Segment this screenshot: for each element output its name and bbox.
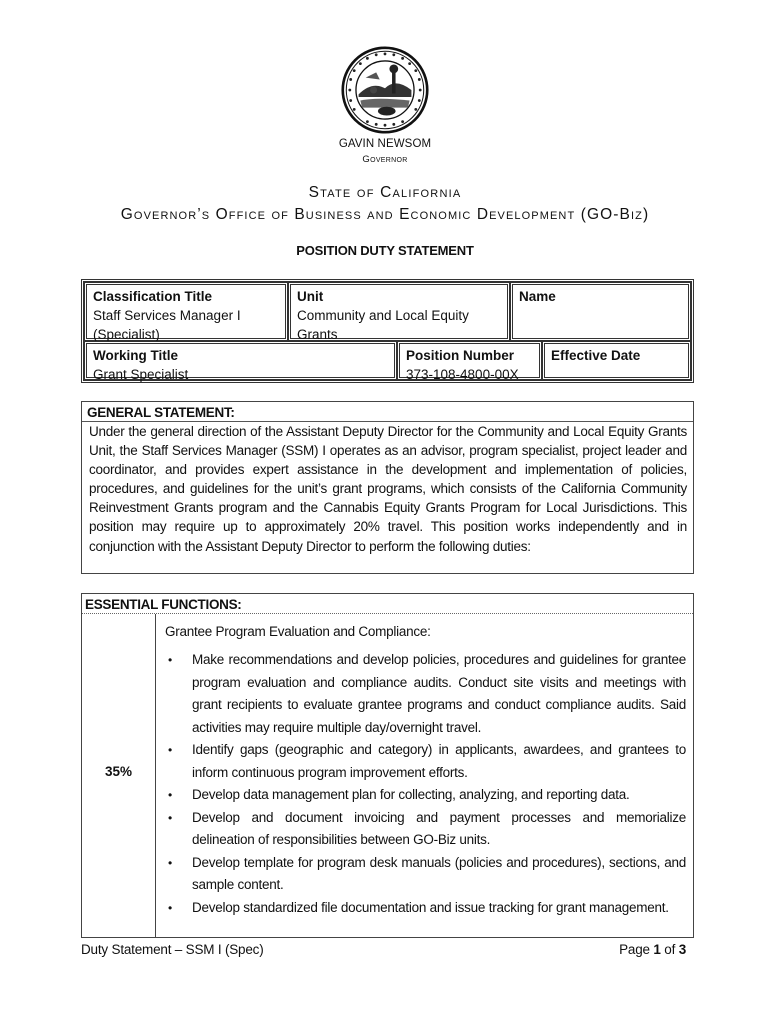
bullet-icon: •	[168, 788, 172, 802]
essential-function-row	[82, 614, 693, 937]
general-statement-body: Under the general direction of the Assistant Deputy Director for the Community and Local Equity Grants Unit, the Staff Services Manager (SSM) I operates as an advisor, program specialist, project leader and coordinator, and provides expert assistance in the development and implementation of policies, procedures, and guidelines for the unit’s grant programs, which consists of the California Community Reinvestment Grants program and the Cannabis Equity Grants Program for Local Jurisdictions. This position may require up to approximately 20% travel. This position works independently and in conjunction with the Assistant Deputy Director to perform the following duties:	[89, 424, 687, 554]
footer-page-number	[619, 942, 686, 957]
page-current: 1	[653, 942, 661, 957]
unit-label: Unit	[297, 289, 324, 304]
bullet-icon: •	[168, 653, 172, 667]
effective-date-label: Effective Date	[551, 348, 641, 363]
document-title: POSITION DUTY STATEMENT	[296, 243, 474, 258]
essential-functions-table	[81, 593, 694, 938]
governor-title: Governor	[362, 154, 408, 165]
position-number-label: Position Number	[406, 348, 515, 363]
page-prefix: Page	[619, 942, 650, 957]
name-cell[interactable]	[510, 282, 691, 341]
general-statement-box	[81, 401, 694, 574]
page-total: 3	[678, 942, 686, 957]
working-title-cell	[84, 341, 397, 380]
office-heading: Governor’s Office of Business and Economic Development (GO-Biz)	[120, 206, 650, 223]
effective-date-cell[interactable]	[542, 341, 691, 380]
bullet-icon: •	[168, 900, 172, 915]
unit-cell	[288, 282, 510, 341]
list-item	[165, 784, 686, 807]
list-item-text: Develop template for program desk manuals (policies and procedures), sections, and sample content.	[192, 854, 686, 892]
list-item-text: Develop and document invoicing and payment processes and memorialize delineation of responsibilities between GO-Biz units.	[192, 809, 686, 847]
list-item-text: Develop standardized file documentation and issue tracking for grant management.	[192, 899, 669, 915]
state-heading: State of California	[308, 184, 462, 201]
page-of: of	[664, 942, 676, 957]
list-item	[165, 852, 686, 897]
bullet-icon: •	[168, 743, 172, 757]
general-statement-heading: GENERAL STATEMENT:	[82, 402, 693, 422]
list-item	[165, 649, 686, 739]
bullet-icon: •	[168, 855, 172, 870]
position-number-cell	[397, 341, 542, 380]
classification-title-value-line2: (Specialist)	[93, 327, 160, 342]
list-item-text: Develop data management plan for collecting, analyzing, and reporting data.	[192, 787, 630, 802]
position-number-value: 373-108-4800-00X	[406, 367, 519, 382]
essential-functions-heading: ESSENTIAL FUNCTIONS:	[82, 594, 693, 614]
bullet-icon: •	[168, 810, 172, 825]
function-subheading: Grantee Program Evaluation and Compliance:	[165, 624, 431, 639]
working-title-label: Working Title	[93, 348, 179, 363]
list-item	[165, 739, 686, 784]
list-item-text: Identify gaps (geographic and category) in applicants, awardees, and grantees to inform continuous program improvement efforts.	[192, 742, 686, 780]
position-info-table	[81, 279, 694, 383]
function-content	[157, 614, 693, 937]
list-item	[165, 897, 686, 920]
name-label: Name	[519, 289, 556, 304]
california-state-seal-icon	[341, 46, 429, 134]
footer-document-name: Duty Statement – SSM I (Spec)	[81, 942, 264, 957]
classification-title-label: Classification Title	[93, 289, 213, 304]
classification-title-value-line1: Staff Services Manager I	[93, 308, 241, 323]
classification-title-cell	[84, 282, 288, 341]
unit-value-line1: Community and Local Equity	[297, 308, 469, 323]
list-item	[165, 807, 686, 852]
governor-name: GAVIN NEWSOM	[338, 138, 432, 150]
function-percent: 35%	[82, 614, 156, 937]
unit-value-line2: Grants	[297, 327, 338, 342]
working-title-value: Grant Specialist	[93, 367, 189, 382]
list-item-text: Make recommendations and develop policies, procedures and guidelines for grantee program evaluation and compliance audits. Conduct site visits and meetings with grant recipients to evaluate grantee programs and conduct compliance audits. Said activities may require multiple day/overnight travel.	[192, 652, 686, 735]
function-bullet-list	[165, 649, 686, 919]
